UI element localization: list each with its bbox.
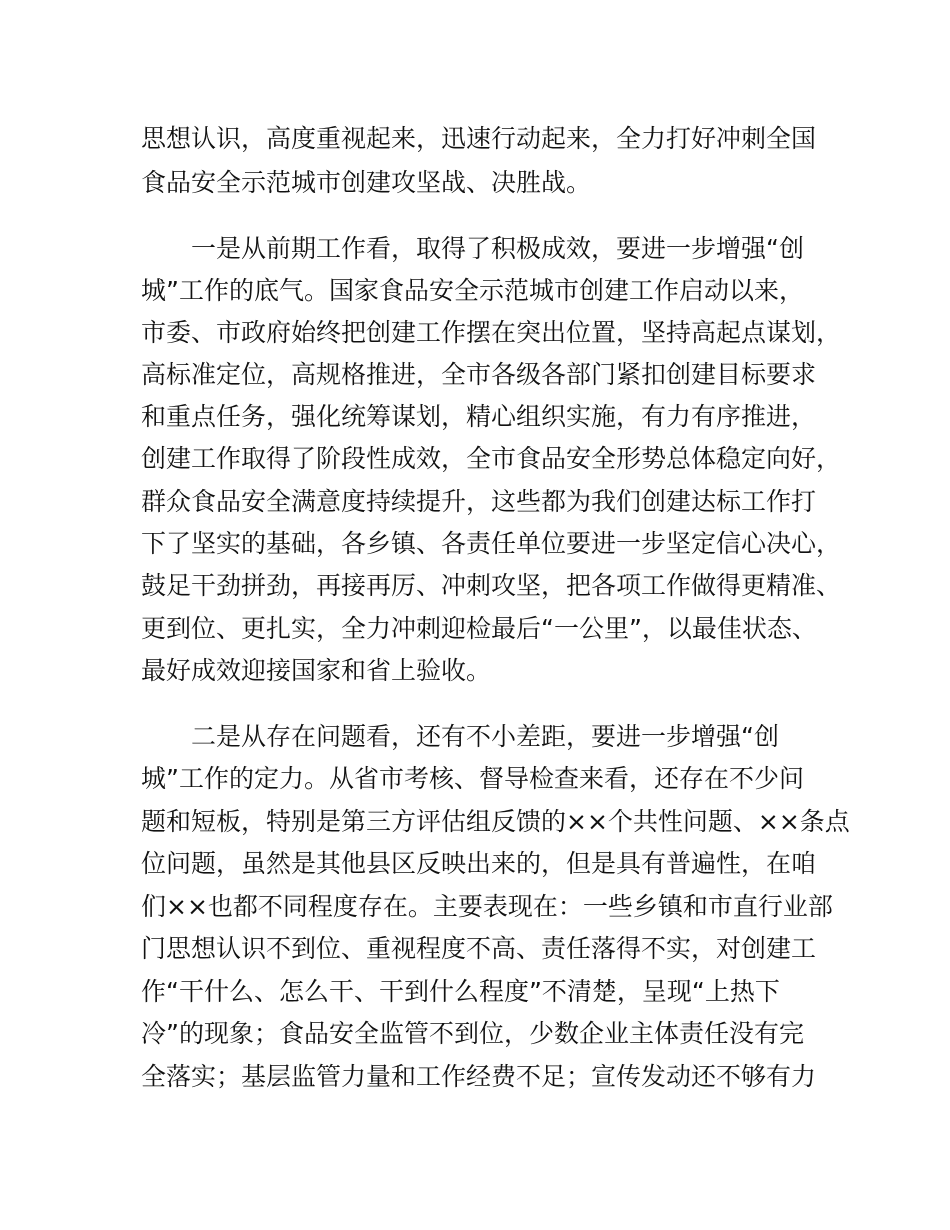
- text-line: 城”工作的底气。国家食品安全示范城市创建工作启动以来，: [141, 276, 804, 305]
- text-line: 群众食品安全满意度持续提升，这些都为我们创建达标工作打: [141, 487, 817, 516]
- text-line: 市委、市政府始终把创建工作摆在突出位置，坚持高起点谋划，: [141, 318, 842, 347]
- text-line: 全落实；基层监管力量和工作经费不足；宣传发动还不够有力: [141, 1062, 817, 1091]
- text-line: 们××也都不同程度存在。主要表现在：一些乡镇和市直行业部: [141, 892, 833, 921]
- text-line: 高标准定位，高规格推进，全市各级各部门紧扣创建目标要求: [141, 360, 817, 389]
- text-line: 鼓足干劲拼劲，再接再厉、冲刺攻坚，把各项工作做得更精准、: [141, 571, 842, 600]
- text-line: 更到位、更扎实，全力冲刺迎检最后“一公里”，以最佳状态、: [141, 614, 817, 643]
- text-line: 位问题，虽然是其他县区反映出来的，但是具有普遍性，在咱: [141, 849, 817, 878]
- text-line: 食品安全示范城市创建攻坚战、决胜战。: [141, 168, 592, 197]
- text-line: 城”工作的定力。从省市考核、督导检查来看，还存在不少问: [141, 764, 804, 793]
- text-line: 冷”的现象；食品安全监管不到位，少数企业主体责任没有完: [141, 1019, 804, 1048]
- text-line: 一是从前期工作看，取得了积极成效，要进一步增强“创: [141, 234, 804, 263]
- text-line: 二是从存在问题看，还有不小差距，要进一步增强“创: [141, 722, 779, 751]
- text-line: 创建工作取得了阶段性成效，全市食品安全形势总体稳定向好，: [141, 444, 842, 473]
- text-line: 作“干什么、怎么干、干到什么程度”不清楚，呈现“上热下: [141, 977, 780, 1006]
- text-line: 题和短板，特别是第三方评估组反馈的××个共性问题、××条点: [141, 807, 850, 836]
- text-line: 和重点任务，强化统筹谋划，精心组织实施，有力有序推进，: [141, 402, 817, 431]
- text-line: 门思想认识不到位、重视程度不高、责任落得不实，对创建工: [141, 934, 817, 963]
- text-line: 下了坚实的基础，各乡镇、各责任单位要进一步坚定信心决心，: [141, 529, 842, 558]
- text-line: 最好成效迎接国家和省上验收。: [141, 656, 492, 685]
- text-line: 思想认识，高度重视起来，迅速行动起来，全力打好冲刺全国: [141, 124, 817, 153]
